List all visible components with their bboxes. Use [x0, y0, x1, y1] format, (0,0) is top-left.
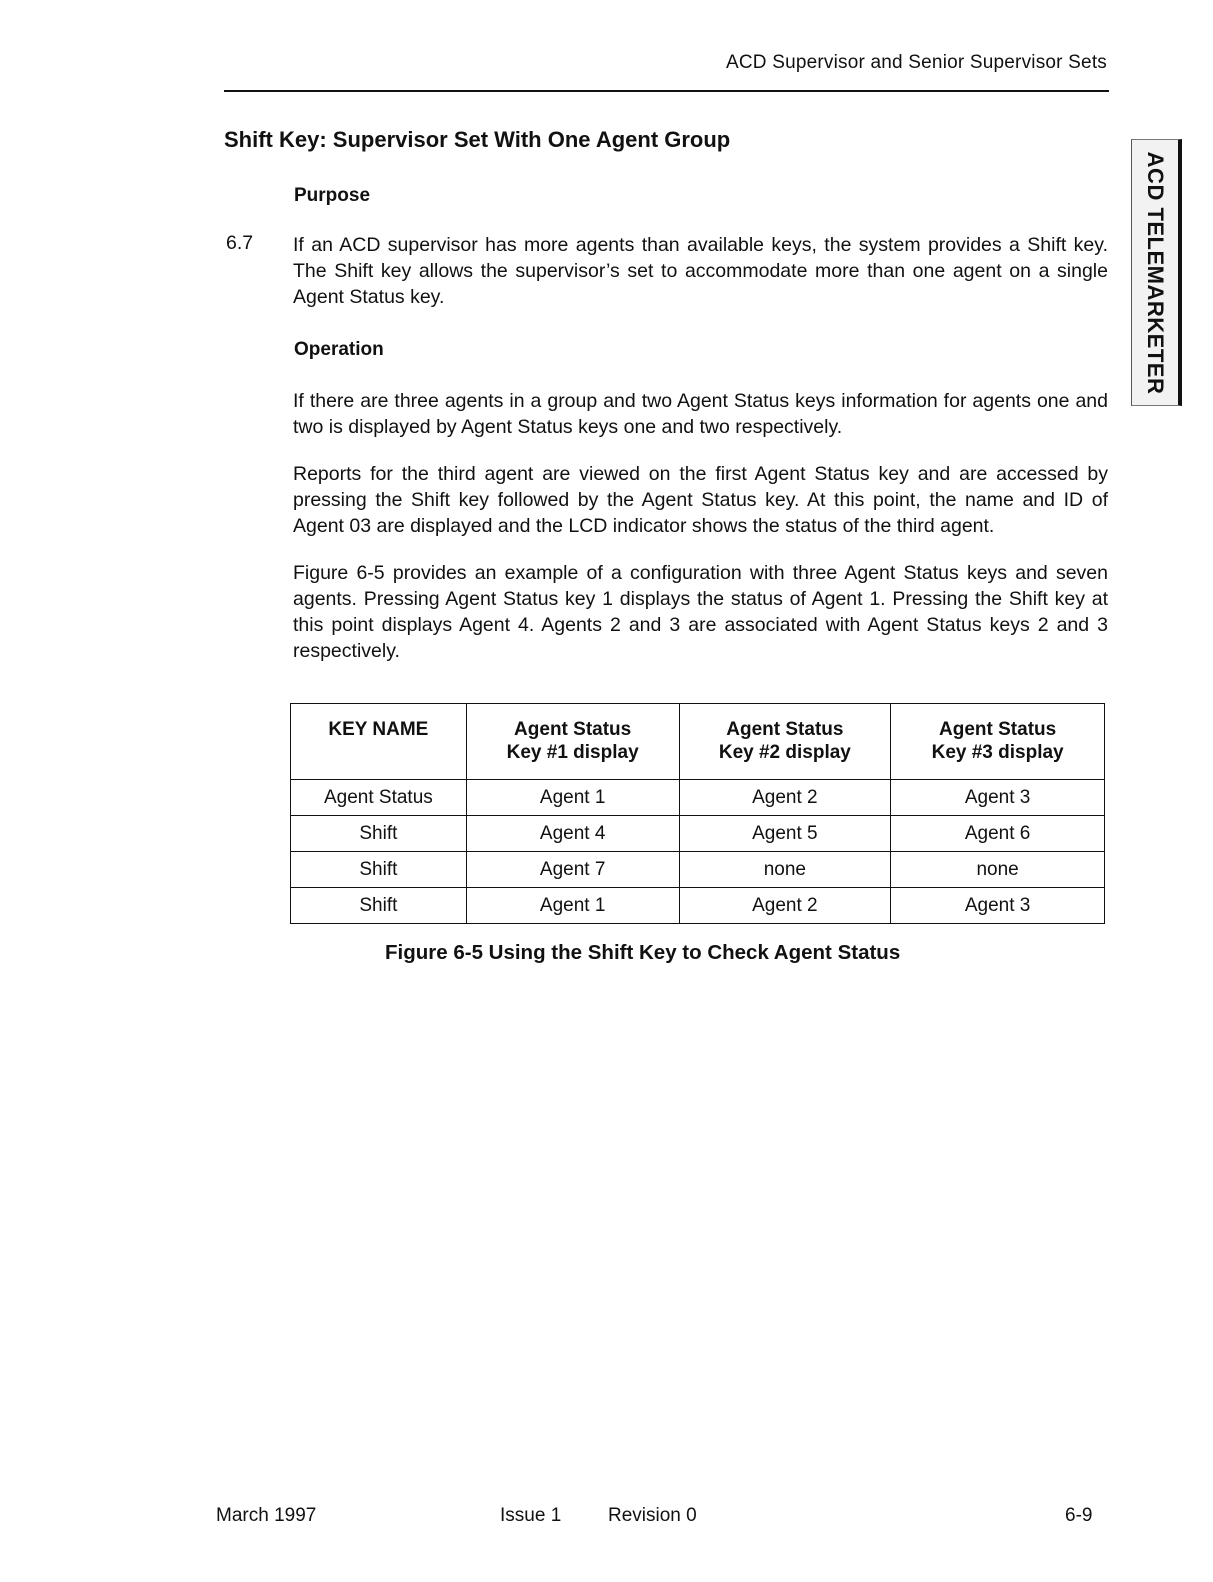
header-text: Key #3 display: [931, 742, 1064, 763]
table-cell: Agent 7: [466, 852, 679, 888]
table-row: [291, 888, 1105, 924]
header-text: Agent Status: [514, 719, 632, 740]
table-cell: Shift: [291, 816, 467, 852]
table-cell: none: [891, 852, 1105, 888]
header-text: Key #1 display: [506, 742, 639, 763]
table-cell: Agent 5: [679, 816, 891, 852]
header-text: Agent Status: [726, 719, 844, 740]
table-cell: Agent Status: [291, 780, 467, 816]
table-row: [291, 816, 1105, 852]
header-text: KEY NAME: [328, 719, 429, 740]
section-title: Shift Key: Supervisor Set With One Agent Group: [224, 127, 731, 152]
footer-revision: Revision 0: [608, 1505, 697, 1526]
footer-date: March 1997: [216, 1505, 317, 1526]
figure-caption: Figure 6-5 Using the Shift Key to Check Agent Status: [385, 941, 901, 964]
operation-paragraph-2: Reports for the third agent are viewed on the first Agent Status key and are accessed by pressing the Shift key followed by the Agent Status key. At this point, the name and ID of Agent 03 are displayed and the LCD indicator shows the status of the third agent.: [293, 463, 1108, 537]
header-text: Key #2 display: [718, 742, 851, 763]
header-key-name: [291, 704, 467, 780]
shift-key-table: [290, 703, 1105, 924]
paragraph-number: 6.7: [226, 232, 254, 254]
side-tab-label: ACD TELEMARKETER: [1143, 151, 1168, 394]
table-cell: none: [679, 852, 891, 888]
table-cell: Agent 6: [891, 816, 1105, 852]
table-header-row: [291, 704, 1105, 780]
purpose-paragraph: If an ACD supervisor has more agents than available keys, the system provides a Shift key. The Shift key allows the supervisor’s set to accommodate more than one agent on a single Agent Status key.: [293, 234, 1108, 308]
header-key2-display: [679, 704, 891, 780]
running-header: [224, 50, 1109, 92]
side-tab: [1131, 139, 1182, 406]
operation-paragraph-3: Figure 6-5 provides an example of a configuration with three Agent Status keys and seven agents. Pressing Agent Status key 1 displays the status of Agent 1. Pressing the Shift key at this point displays Agent 4. Agents 2 and 3 are associated with Agent Status keys 2 and 3 respectively.: [293, 562, 1108, 662]
operation-heading: Operation: [294, 339, 384, 360]
table-cell: Agent 3: [891, 780, 1105, 816]
table-cell: Shift: [291, 852, 467, 888]
table-cell: Agent 3: [891, 888, 1105, 924]
footer-issue: Issue 1: [500, 1505, 562, 1526]
header-key1-display: [466, 704, 679, 780]
table-row: [291, 852, 1105, 888]
table-cell: Agent 2: [679, 888, 891, 924]
header-key3-display: [891, 704, 1105, 780]
table-cell: Shift: [291, 888, 467, 924]
table-cell: Agent 1: [466, 780, 679, 816]
running-header-title: ACD Supervisor and Senior Supervisor Sets: [726, 52, 1107, 73]
operation-paragraph-1: If there are three agents in a group and two Agent Status keys information for agents one and two is displayed by Agent Status keys one and two respectively.: [293, 390, 1108, 438]
header-text: Agent Status: [939, 719, 1057, 740]
table-cell: Agent 2: [679, 780, 891, 816]
table-cell: Agent 4: [466, 816, 679, 852]
footer-page-number: 6-9: [1065, 1505, 1093, 1526]
table-cell: Agent 1: [466, 888, 679, 924]
table-row: [291, 780, 1105, 816]
purpose-heading: Purpose: [294, 185, 371, 206]
